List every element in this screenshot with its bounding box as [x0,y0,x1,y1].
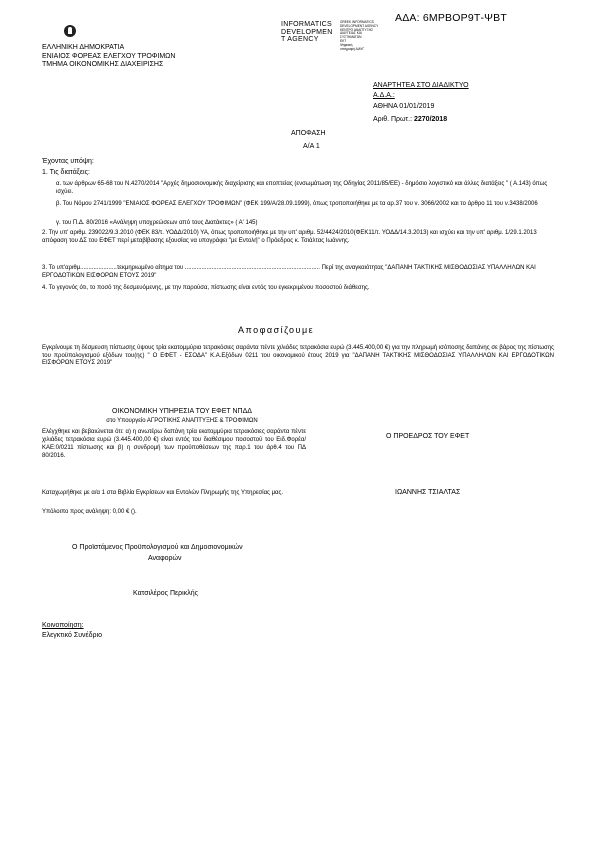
issuer-line: ΕΛΛΗΝΙΚΗ ΔΗΜΟΚΡΑΤΙΑ [42,44,125,51]
finance-remaining: Υπόλοιπο προς ανάληψη: 0,00 € (). [42,509,137,515]
posting-protocol [373,116,447,125]
agency-logo-line: T AGENCY [281,36,319,44]
agency-logo-small [340,21,378,51]
agency-logo-small-line: ΕΚΤ [340,38,347,43]
issuer-line: ΤΜΗΜΑ ΟΙΚΟΝΟΜΙΚΗΣ ΔΙΑΧΕΙΡΙΣΗΣ [42,61,164,69]
considering-intro: Έχοντας υπόψη: [42,158,94,165]
agency-logo-small-line: ΔΙΑΥΓΕΙΑΣ ΚΑΙ [340,31,362,36]
posting-title: ΑΝΑΡΤΗΤΕΑ ΣΤΟ ΔΙΑΔΙΚΤΥΟ [373,82,469,89]
agency-logo [281,21,333,44]
agency-logo-small-line: ΚΕΝΤΡΟ ΑΝΑΠΤΥΞΗΣ [340,27,374,32]
budget-head-title-line2: Αναφορών [148,555,182,562]
finance-title: ΟΙΚΟΝΟΜΙΚΗ ΥΠΗΡΕΣΙΑ ΤΟΥ ΕΦΕΤ ΝΠΔΔ [112,408,252,415]
protocol-number: 2270/2018 [414,116,448,123]
protocol-label: Αριθ. Πρωτ.: [373,116,413,123]
notification-recipient: Ελεγκτικό Συνέδριο [42,632,102,639]
posting-date: ΑΘΗΝΑ 01/01/2019 [373,103,435,110]
considering-item-4: 4. Το γεγονός ότι, το ποσό της δεσμευόμενης, με την παρούσα, πίστωσης είναι εντός του εγκεκριμένου ποσοστού διάθεσης. [42,285,370,291]
decision-text: Εγκρίνουμε τη δέσμευση πίστωσης ύψους τρία εκατομμύρια τετρακόσιες σαράντα πέντε χιλιάδες τετρακόσια ευρώ (3.445.400,00 €) για την πληρωμή ισόποσης δαπάνης σε βάρος της πίστωσης του προϋπολογισμού εξόδων του(ης) " Ο ΕΦΕΤ - ΕΣΟΔΑ" Κ.Α.Εξόδων 0211 του οικονομικού έτους 2019 για "ΔΑΠΑΝΗ ΤΑΚΤΙΚΗΣ ΜΙΣΘΟΔΟΣΙΑΣ ΥΠΑΛΛΗΛΩΝ ΚΑΙ ΕΡΓΟΔΟΤΙΚΩΝ ΕΙΣΦΟΡΩΝ ΕΤΟΥΣ 2019" [42,345,554,366]
decision-number: Α/Α 1 [303,143,320,150]
notification-label: Κοινοποίηση: [42,622,84,629]
budget-head-name: Κατσιλέρος Περικλής [133,590,198,597]
greek-emblem-icon [64,25,76,37]
president-title: Ο ΠΡΟΕΔΡΟΣ ΤΟΥ ΕΦΕΤ [386,433,470,440]
considering-item-2: 2. Την υπ' αριθμ. 239022/9.3.2010 (ΦΕΚ 83/τ. ΥΟΔΔ/2010) ΥΑ, όπως τροποποιήθηκε με την υπ' αριθμ. 52/4424/2010(ΦΕΚ11/τ. ΥΟΔΔ/14.3.2013) και ισχύει και την υπ' αριθμ. 1/29.1.2013 απόφαση του ΔΣ του ΕΦΕΤ περί μεταβίβασης εξουσίας να υπογράφει "με Εντολή" ο Πρόεδρος κ. Τσιάλτας Ιωάννης. [42,230,537,244]
agency-logo-small-line: υπογραφή ΔΙΑΥΓ [340,46,365,51]
issuer-block [42,44,175,70]
agency-logo-line: DEVELOPMEN [281,28,333,36]
agency-logo-small-line: DEVELOPMENT AGENCY [340,23,379,28]
considering-item-1b: β. Του Νόμου 2741/1999 "ΕΝΙΑΙΟΣ ΦΟΡΕΑΣ ΕΛΕΓΧΟΥ ΤΡΟΦΙΜΩΝ" (ΦΕΚ 199/Α/28.09.1999), όπως τροποποιήθηκε με τα αρ.37 του ν. 3066/2002 και το άρθρο 11 του ν.3438/2006 [56,201,538,207]
budget-head-title-line1: Ο Προϊστάμενος Προϋπολογισμού και Δημοσιονομικών [72,544,243,551]
posting-ada-label: Α.Δ.Α.: [373,92,395,99]
agency-logo-small-line: ΣΥΣΤΗΜΑΤΩΝ [340,35,362,40]
finance-subtitle: στο Υπουργείο ΑΓΡΟΤΙΚΗΣ ΑΝΑΠΤΥΞΗΣ & ΤΡΟΦΙΜΩΝ [106,418,258,424]
ada-code: ΑΔΑ: 6ΜΡΒΟΡ9Τ-ΨΒΤ [395,12,507,24]
considering-item-1a: α. των άρθρων 65-68 του Ν.4270/2014 "Αρχές δημοσιονομικής διαχείρισης και εποπτείας (ενσωμάτωση της Οδηγίας 2011/85/ΕΕ) - δημόσιο λογιστικό και άλλες διατάξεις " ( Α.143) όπως ισχύει. [56,181,548,195]
we-decide-heading: Αποφασίζουμε [238,325,315,335]
considering-item-1: 1. Τις διατάξεις: [42,169,90,176]
decision-title: ΑΠΟΦΑΣΗ [291,130,326,137]
finance-body: Ελέγχθηκε και βεβαιώνεται ότι: α) η ανωτέρω δαπάνη τρία εκατομμύρια τετρακόσιες σαράντα πέντε χιλιάδες τετρακόσια ευρώ (3.445.400,00 €) είναι εντός του διαθέσιμου ποσοστού του Ειδ.Φορέα/ΚΑΕ:0/0211 πίστωσης και β) η συνδρομή των προϋποθέσεων της παρ.1 του άρθ.4 του ΠΔ 80/2016. [42,429,306,459]
considering-item-1c: γ. του Π.Δ. 80/2016 «Ανάληψη υποχρεώσεων από τους Διατάκτες» ( Α' 145) [56,220,258,226]
agency-logo-small-line: Ψηφιακή [340,42,353,47]
issuer-line: ΕΝΙΑΙΟΣ ΦΟΡΕΑΣ ΕΛΕΓΧΟΥ ΤΡΟΦΙΜΩΝ [42,52,176,60]
president-name: ΙΩΑΝΝΗΣ ΤΣΙΑΛΤΑΣ [395,489,461,496]
agency-logo-line: INFORMATICS [281,21,333,28]
considering-item-3: 3. Το υπ'αριθμ......................τεκμηριωμένο αίτημα του ................................................................................. Περί της αναγκαιότητας "ΔΑΠΑΝΗ ΤΑΚΤΙΚΗΣ ΜΙΣΘΟΔΟΣΙΑΣ ΥΠΑΛΛΗΛΩΝ ΚΑΙ ΕΡΓΟΔΟΤΙΚΩΝ ΕΙΣΦΟΡΩΝ ΕΤΟΥΣ 2019" [42,265,536,279]
finance-registered: Καταχωρήθηκε με α/α 1 στα Βιβλία Εγκρίσεων και Εντολών Πληρωμής της Υπηρεσίας μας. [42,490,284,496]
agency-logo-small-line: GREEK INFORMATICS [340,20,374,24]
